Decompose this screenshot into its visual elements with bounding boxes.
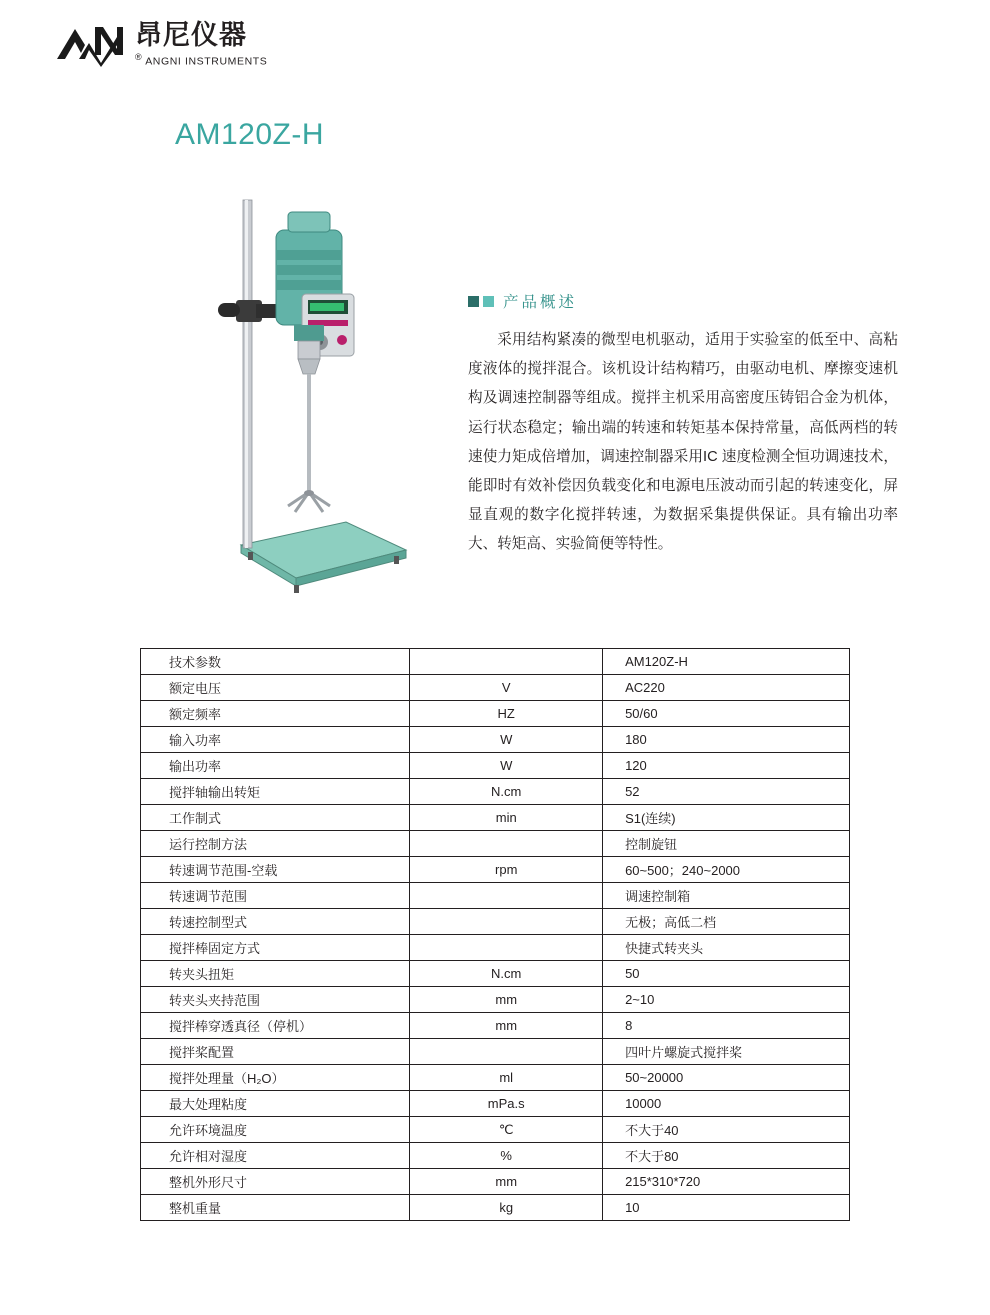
spec-unit: mPa.s <box>410 1091 603 1117</box>
spec-name: 技术参数 <box>141 649 410 675</box>
spec-value: 控制旋钮 <box>603 831 850 857</box>
spec-value: 无极；高低二档 <box>603 909 850 935</box>
spec-value: 180 <box>603 727 850 753</box>
table-row <box>141 831 850 857</box>
table-row <box>141 935 850 961</box>
table-row <box>141 1117 850 1143</box>
product-image <box>196 190 426 610</box>
spec-unit: mm <box>410 987 603 1013</box>
heading-square-dark-icon <box>468 296 479 307</box>
spec-name: 工作制式 <box>141 805 410 831</box>
spec-value: S1(连续) <box>603 805 850 831</box>
spec-name: 转速控制型式 <box>141 909 410 935</box>
spec-name: 搅拌棒穿透真径（停机） <box>141 1013 410 1039</box>
spec-value: 快捷式转夹头 <box>603 935 850 961</box>
spec-value: 10 <box>603 1195 850 1221</box>
table-row <box>141 1065 850 1091</box>
table-row <box>141 1195 850 1221</box>
table-row <box>141 701 850 727</box>
spec-unit: kg <box>410 1195 603 1221</box>
table-row <box>141 1143 850 1169</box>
section-heading <box>468 290 898 312</box>
spec-unit <box>410 935 603 961</box>
table-row <box>141 857 850 883</box>
spec-unit: W <box>410 753 603 779</box>
spec-unit: % <box>410 1143 603 1169</box>
spec-name: 允许相对湿度 <box>141 1143 410 1169</box>
spec-name: 搅拌轴输出转矩 <box>141 779 410 805</box>
spec-name: 运行控制方法 <box>141 831 410 857</box>
spec-name: 转速调节范围 <box>141 883 410 909</box>
spec-name: 输入功率 <box>141 727 410 753</box>
table-row <box>141 1091 850 1117</box>
table-row <box>141 1013 850 1039</box>
spec-unit: rpm <box>410 857 603 883</box>
spec-name: 整机重量 <box>141 1195 410 1221</box>
table-row <box>141 883 850 909</box>
spec-value: 8 <box>603 1013 850 1039</box>
spec-unit: N.cm <box>410 961 603 987</box>
table-row <box>141 727 850 753</box>
spec-name: 转夹头扭矩 <box>141 961 410 987</box>
section-body-text: 采用结构紧凑的微型电机驱动，适用于实验室的低至中、高粘度液体的搅拌混合。该机设计结构精巧，由驱动电机、摩擦变速机构及调速控制器等组成。搅拌主机采用高密度压铸铝合金为机体，运行状态稳定；输出端的转速和转矩基本保持常量，高低两档的转速使力矩成倍增加，调速控制器采用IC 速度检测全恒功调速技术，能即时有效补偿因负载变化和电源电压波动而引起的转速变化，屏显直观的数字化搅拌转速，为数据采集提供保证。具有输出功率大、转矩高、实验简便等特性。 <box>468 332 898 553</box>
spec-unit: HZ <box>410 701 603 727</box>
spec-unit <box>410 649 603 675</box>
spec-unit: ml <box>410 1065 603 1091</box>
table-row <box>141 987 850 1013</box>
spec-unit: W <box>410 727 603 753</box>
spec-unit <box>410 1039 603 1065</box>
spec-value: 215*310*720 <box>603 1169 850 1195</box>
spec-value: 50~20000 <box>603 1065 850 1091</box>
spec-name: 搅拌处理量（H₂O） <box>141 1065 410 1091</box>
table-row <box>141 649 850 675</box>
spec-name: 搅拌桨配置 <box>141 1039 410 1065</box>
heading-square-light-icon <box>483 296 494 307</box>
spec-unit: mm <box>410 1169 603 1195</box>
spec-value: 50 <box>603 961 850 987</box>
spec-unit: V <box>410 675 603 701</box>
spec-name: 整机外形尺寸 <box>141 1169 410 1195</box>
spec-unit: N.cm <box>410 779 603 805</box>
spec-value: AM120Z-H <box>603 649 850 675</box>
spec-name: 额定频率 <box>141 701 410 727</box>
spec-name: 转夹头夹持范围 <box>141 987 410 1013</box>
spec-name: 输出功率 <box>141 753 410 779</box>
spec-name: 额定电压 <box>141 675 410 701</box>
brand-name-en-text: ANGNI INSTRUMENTS <box>145 55 268 68</box>
spec-name: 搅拌棒固定方式 <box>141 935 410 961</box>
spec-value: 120 <box>603 753 850 779</box>
specifications-table <box>140 648 850 1221</box>
spec-unit <box>410 909 603 935</box>
brand-name-block <box>135 22 267 67</box>
brand-name-en <box>135 53 267 67</box>
spec-unit <box>410 831 603 857</box>
table-row <box>141 909 850 935</box>
spec-value: 10000 <box>603 1091 850 1117</box>
table-row <box>141 753 850 779</box>
table-row <box>141 805 850 831</box>
registered-mark-icon: ® <box>135 52 143 62</box>
spec-value: 不大于80 <box>603 1143 850 1169</box>
page-title: AM120Z-H <box>175 118 325 151</box>
table-row <box>141 961 850 987</box>
spec-value: 52 <box>603 779 850 805</box>
table-row <box>141 779 850 805</box>
brand-header <box>55 22 267 67</box>
spec-value: 50/60 <box>603 701 850 727</box>
spec-name: 允许环境温度 <box>141 1117 410 1143</box>
product-overview-section <box>468 290 898 560</box>
spec-value: 60~500；240~2000 <box>603 857 850 883</box>
spec-name: 转速调节范围-空载 <box>141 857 410 883</box>
an-monogram-logo-icon <box>55 23 127 67</box>
section-heading-label: 产品概述 <box>503 294 578 311</box>
spec-unit: ℃ <box>410 1117 603 1143</box>
spec-value: 不大于40 <box>603 1117 850 1143</box>
spec-value: AC220 <box>603 675 850 701</box>
specifications-table-body <box>141 649 850 1221</box>
table-row <box>141 675 850 701</box>
spec-unit: mm <box>410 1013 603 1039</box>
spec-value: 2~10 <box>603 987 850 1013</box>
brand-name-cn: 昂尼仪器 <box>135 20 247 50</box>
table-row <box>141 1169 850 1195</box>
table-row <box>141 1039 850 1065</box>
spec-unit: min <box>410 805 603 831</box>
spec-value: 四叶片螺旋式搅拌桨 <box>603 1039 850 1065</box>
spec-value: 调速控制箱 <box>603 883 850 909</box>
spec-unit <box>410 883 603 909</box>
spec-name: 最大处理粘度 <box>141 1091 410 1117</box>
